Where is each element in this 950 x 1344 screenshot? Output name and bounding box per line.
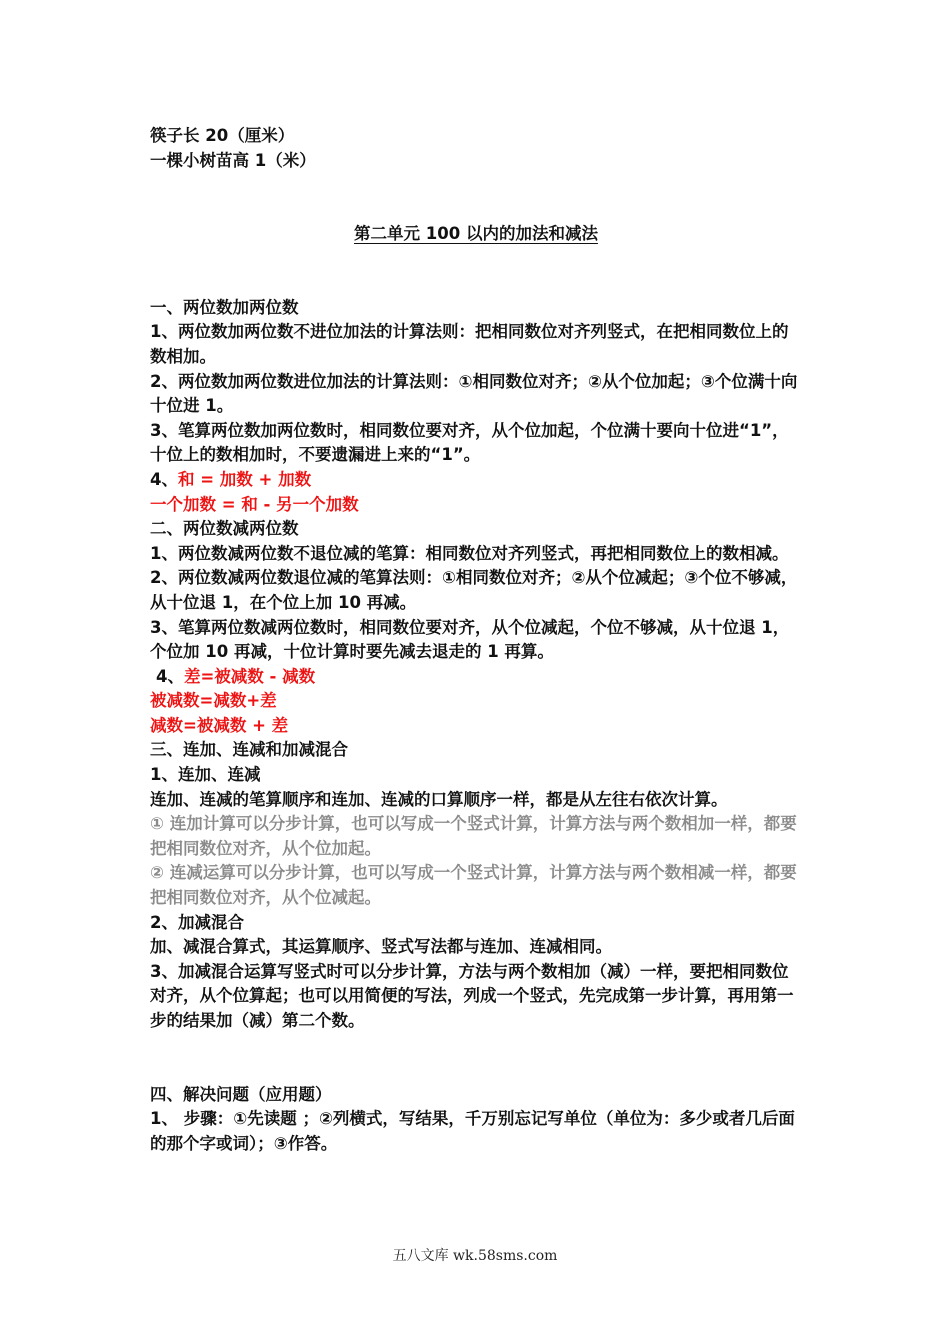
mixed-note-subtraction: ② 连减运算可以分步计算，也可以写成一个竖式计算，计算方法与两个数相减一样，都要把相同数位对齐，从个位减起。: [150, 863, 797, 908]
mixed-rule-combined: 加、减混合算式，其运算顺序、竖式写法都与连加、连减相同。: [150, 937, 612, 957]
addition-formula-sum: 和 = 加数 + 加数: [177, 469, 312, 489]
word-problem-steps: 1、 步骤：①先读题 ；②列横式，写结果，千万别忘记写单位（单位为：多少或者几后面的那个字或词）；③作答。: [150, 1109, 795, 1153]
mixed-subheading-2: 2、加减混合: [150, 912, 244, 932]
subtraction-formula-line: [150, 665, 802, 690]
mixed-rule-3: 3、加减混合运算写竖式时可以分步计算，方法与两个数相加（减）一样，要把相同数位对齐，从个位算起；也可以用简便的写法，列成一个竖式，先完成第一步计算，再用第一步的结果加（减）第二个数。: [150, 961, 794, 1030]
subtraction-rule-1: 1、两位数减两位数不退位减的笔算：相同数位对齐列竖式，再把相同数位上的数相减。: [150, 543, 789, 563]
addition-formula-line: [150, 468, 802, 493]
mixed-rule-order: 连加、连减的笔算顺序和连加、连减的口算顺序一样，都是从左往右依次计算。: [150, 789, 728, 809]
height-sapling: 一棵小树苗高 1（米）: [150, 150, 316, 170]
addition-rule-3: 3、笔算两位数加两位数时，相同数位要对齐，从个位加起，个位满十要向十位进“1”，十位上的数相加时，不要遗漏进上来的“1”。: [150, 420, 789, 465]
subtraction-formula-difference: 差=被减数 - 减数: [183, 666, 316, 686]
addition-formula-prefix: 4、: [150, 469, 178, 489]
addition-formula-addend: 一个加数 = 和 - 另一个加数: [150, 494, 359, 514]
mixed-subheading-1: 1、连加、连减: [150, 765, 261, 785]
subtraction-rule-2: 2、两位数减两位数退位减的笔算法则：①相同数位对齐；②从个位减起；③个位不够减，从十位退 1，在个位上加 10 再减。: [150, 568, 798, 612]
addition-rule-1: 1、两位数加两位数不进位加法的计算法则：把相同数位对齐列竖式，在把相同数位上的数相加。: [150, 322, 789, 366]
subtraction-formula-subtrahend: 减数=被减数 + 差: [150, 715, 289, 735]
addition-rule-2: 2、两位数加两位数进位加法的计算法则：①相同数位对齐；②从个位加起；③个位满十向十位进 1。: [150, 371, 798, 416]
subtraction-formula-prefix: 4、: [156, 666, 184, 686]
unit-title: 第二单元 100 以内的加法和减法: [354, 224, 598, 244]
subtraction-formula-minuend: 被减数=减数+差: [150, 691, 277, 711]
section-heading-mixed: 三、连加、连减和加减混合: [150, 740, 348, 760]
subtraction-rule-3: 3、笔算两位数减两位数时，相同数位要对齐，从个位减起，个位不够减，从十位退 1，个位加 10 再减，十位计算时要先减去退走的 1 再算。: [150, 617, 790, 662]
document-body: [150, 124, 802, 1156]
footer-watermark: 五八文库 wk.58sms.com: [392, 1248, 558, 1264]
length-chopsticks: 筷子长 20（厘米）: [150, 126, 295, 145]
mixed-note-addition: ① 连加计算可以分步计算，也可以写成一个竖式计算，计算方法与两个数相加一样，都要把相同数位对齐，从个位加起。: [150, 814, 797, 858]
section-heading-addition: 一、两位数加两位数: [150, 297, 299, 317]
section-heading-subtraction: 二、两位数减两位数: [150, 519, 299, 539]
section-heading-word-problems: 四、解决问题（应用题）: [150, 1084, 332, 1104]
